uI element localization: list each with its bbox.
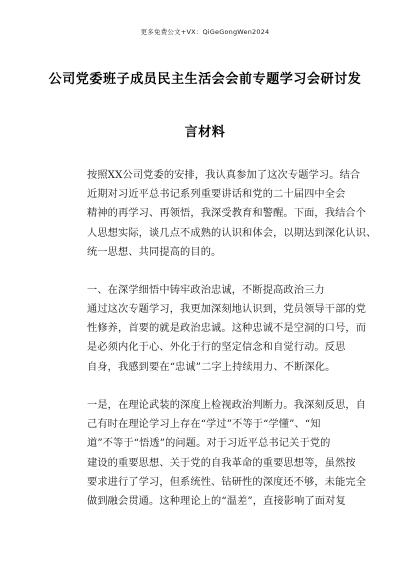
section-heading-1 xyxy=(87,281,349,300)
text-line: 近期对习近平总书记系列重要讲话和党的二十届四中全会 xyxy=(87,189,346,201)
text-line: 要求进行了学习，但系统性、钻研性的深度还不够，未能完全 xyxy=(87,476,367,488)
text-line: 性修养，首要的就是政治忠诚。这种忠诚不是空洞的口号，而 xyxy=(87,323,367,335)
paragraph-section-1 xyxy=(87,300,367,377)
text-line: 道”不等于“悟透”的问题。对于习近平总书记关于党的 xyxy=(87,438,331,450)
text-line: 建设的重要思想、关于党的自我革命的重要思想等，虽然按 xyxy=(87,457,356,469)
text-line: 通过这次专题学习，我更加深刻地认识到，党员领导干部的党 xyxy=(87,304,367,315)
text-line: 人思想实际，谈几点不成熟的认识和体会，以期达到深化认识、 xyxy=(87,227,377,239)
text-line: 自身，我感到要在“忠诚”二字上持续用力、不断深化。 xyxy=(87,361,336,373)
text-line: 是必须内化于心、外化于行的坚定信念和自觉行动。反思 xyxy=(87,342,346,354)
document-title-line-2: 言材料 xyxy=(184,125,226,140)
text-line: 一是，在理论武装的深度上检视政治判断力。我深刻反思，自 xyxy=(87,400,367,411)
paragraph-intro xyxy=(87,166,377,262)
text-line: 精神的再学习、再领悟，我深受教育和警醒。下面，我结合个 xyxy=(87,208,367,220)
text-line: 按照XX公司党委的安排，我认真参加了这次专题学习。结合 xyxy=(87,170,361,181)
text-line: 己有时在理论学习上存在“学过”不等于“学懂”、“知 xyxy=(87,419,321,431)
text-line: 一、在深学细悟中铸牢政治忠诚，不断提高政治三力 xyxy=(87,285,325,296)
text-line: 做到融会贯通。这种理论上的“温差”，直接影响了面对复 xyxy=(87,495,346,507)
header-note: 更多免费公文+VX：QiGeGongWen2024 xyxy=(140,28,270,36)
text-line: 统一思想、共同提高的目的。 xyxy=(87,246,222,258)
paragraph-point-1 xyxy=(87,396,367,511)
document-title-line-1: 公司党委班子成员民主生活会会前专题学习会研讨发 xyxy=(48,72,362,87)
